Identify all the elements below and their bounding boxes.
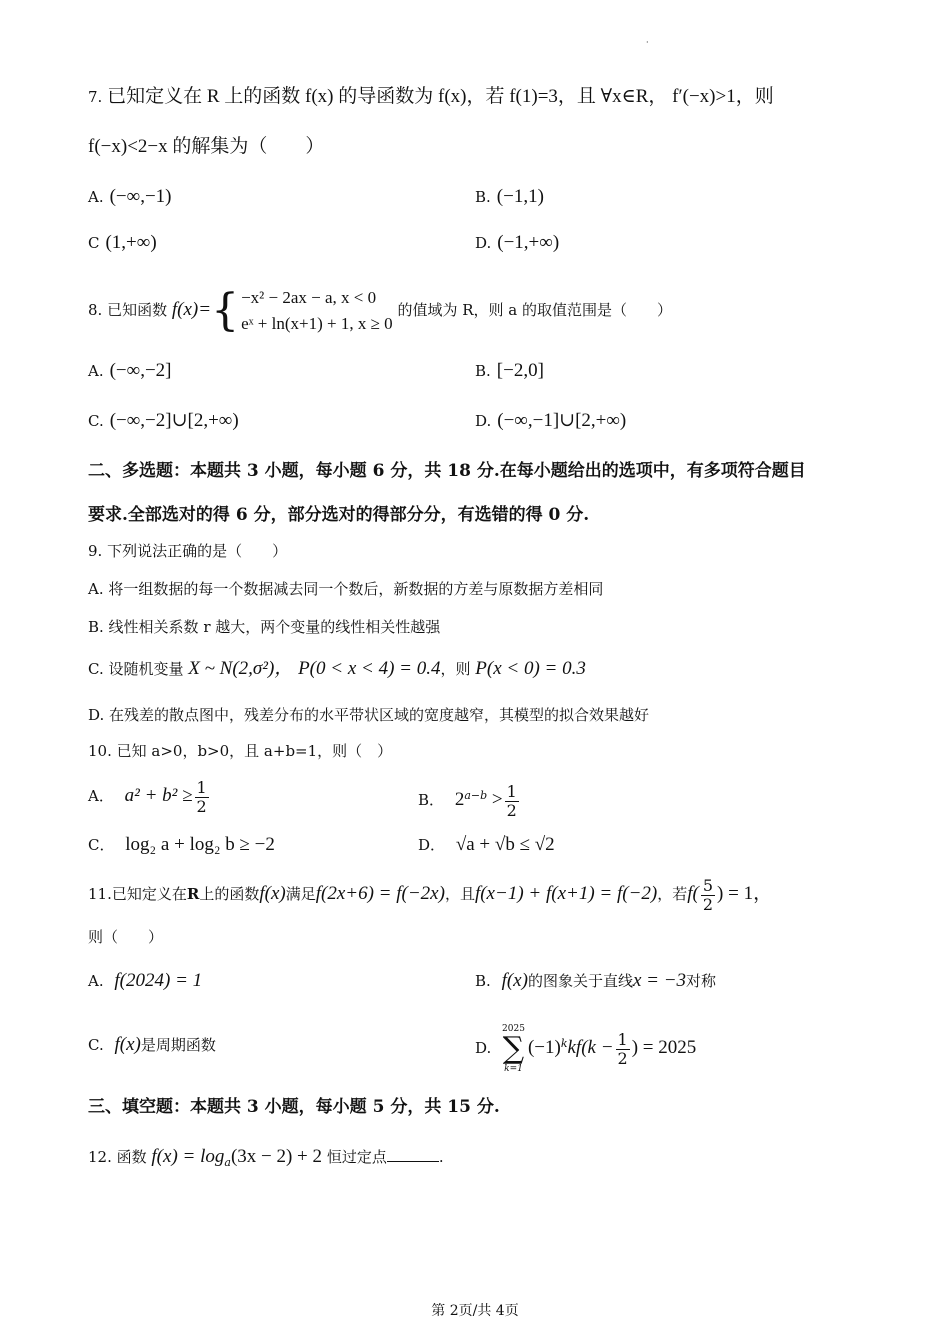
fraction: $\frac{1}{2}$ <box>617 1029 628 1068</box>
q8-option-b: B. [−2,0] <box>475 360 544 381</box>
q9-option-b: B. 线性相关系数 r 越大，两个变量的线性相关性越强 <box>88 618 441 636</box>
section2-heading-line2: 要求.全部选对的得 6 分，部分选对的得部分分，有选错的得 0 分. <box>88 505 590 525</box>
q7-option-b: B. (−1,1) <box>475 186 544 207</box>
summation: 2025 ∑ k=1 <box>502 1024 525 1074</box>
section2-heading-line1: 二、多选题：本题共 3 小题，每小题 6 分，共 18 分.在每小题给出的选项中，有多项符合题目 <box>88 461 806 481</box>
q12-stem: 12. 函数 $f(x) = \log_a(3x - 2) + 2$ 恒过定点 . <box>88 1146 444 1169</box>
q9-option-c: C. 设随机变量 X ~ N(2,σ²)， P(0 < x < 4) = 0.4，则 P(x < 0) = 0.3 <box>88 658 586 679</box>
q7-stem-text: 已知定义在 R 上的函数 f(x) 的导函数为 f(x)，若 f(1)=3，且 ∀x∈R， f′(−x)>1，则 <box>107 86 774 107</box>
q10-option-c: C． log₂ a + log₂ b ≥ −2 <box>88 834 275 855</box>
answer-blank[interactable] <box>387 1147 439 1162</box>
q7-stem-line2: f(−x)<2−x 的解集为（ ） <box>88 136 325 157</box>
page-footer: 第 2页/共 4页 <box>431 1303 519 1319</box>
q7-option-a: A. (−∞,−1) <box>88 186 172 207</box>
section3-heading: 三、填空题：本题共 3 小题，每小题 5 分，共 15 分. <box>88 1097 500 1117</box>
q7-number: 7. <box>88 88 103 106</box>
q8-option-a: A. (−∞,−2] <box>88 360 172 381</box>
q8-option-c: C. (−∞,−2]∪[2,+∞) <box>88 410 239 431</box>
q11-stem-line2: 则（ ） <box>88 928 164 946</box>
q8-stem: 8. 已知函数 f(x)={ −x² − 2ax − a, x < 0 eˣ + ln(x+1) + 1, x ≥ 0 的值域为 R，则 a 的取值范围是（ ） <box>88 285 673 336</box>
q7-option-d: D. (−1,+∞) <box>475 232 560 253</box>
q9-stem: 9. 下列说法正确的是（ ） <box>88 542 288 560</box>
fraction: $\frac{1}{2}$ <box>196 777 207 816</box>
q8-option-d: D. (−∞,−1]∪[2,+∞) <box>475 410 627 431</box>
q10-option-b: B． $2^{a-b}$ > $\frac{1}{2}$ <box>418 781 517 820</box>
q8-cases: −x² − 2ax − a, x < 0 eˣ + ln(x+1) + 1, x ≥ 0 <box>241 288 393 333</box>
q11-option-b: B. f(x)的图象关于直线x = −3对称 <box>475 970 717 991</box>
q7-stem-line1 <box>88 86 774 108</box>
q9-option-a: A. 将一组数据的每一个数据减去同一个数后，新数据的方差与原数据方差相同 <box>88 580 604 598</box>
q10-stem: 10. 已知 a>0，b>0，且 a+b=1，则（ ） <box>88 742 393 760</box>
q11-option-c: C. f(x)是周期函数 <box>88 1034 216 1055</box>
brace-symbol: { <box>211 285 240 336</box>
q10-option-d: D． √a + √b ≤ √2 <box>418 834 555 855</box>
q7-option-c: C (1,+∞) <box>88 232 157 253</box>
decorative-dot: · <box>646 38 649 47</box>
q11-stem: 11.已知定义在R上的函数f(x)满足f(2x+6) = f(−2x)，且f(x−1) + f(x+1) = f(−2)，若f( $\frac{5}{2}$ ) = 1， <box>88 875 773 914</box>
q9-option-d: D. 在残差的散点图中，残差分布的水平带状区域的宽度越窄，其模型的拟合效果越好 <box>88 706 650 724</box>
fraction: $\frac{1}{2}$ <box>506 781 517 820</box>
fraction: $\frac{5}{2}$ <box>702 875 714 914</box>
q11-option-d: D. 2025 ∑ k=1 $(-1)^kkf(k$ − $\frac{1}{2}$ ) = 2025 <box>475 1024 697 1074</box>
q10-option-a: A． a² + b² ≥ $\frac{1}{2}$ <box>88 777 207 816</box>
q8-number: 8. <box>88 301 103 319</box>
q8-function: f(x)= <box>171 299 212 320</box>
q11-option-a: A. f(2024) = 1 <box>88 970 203 991</box>
